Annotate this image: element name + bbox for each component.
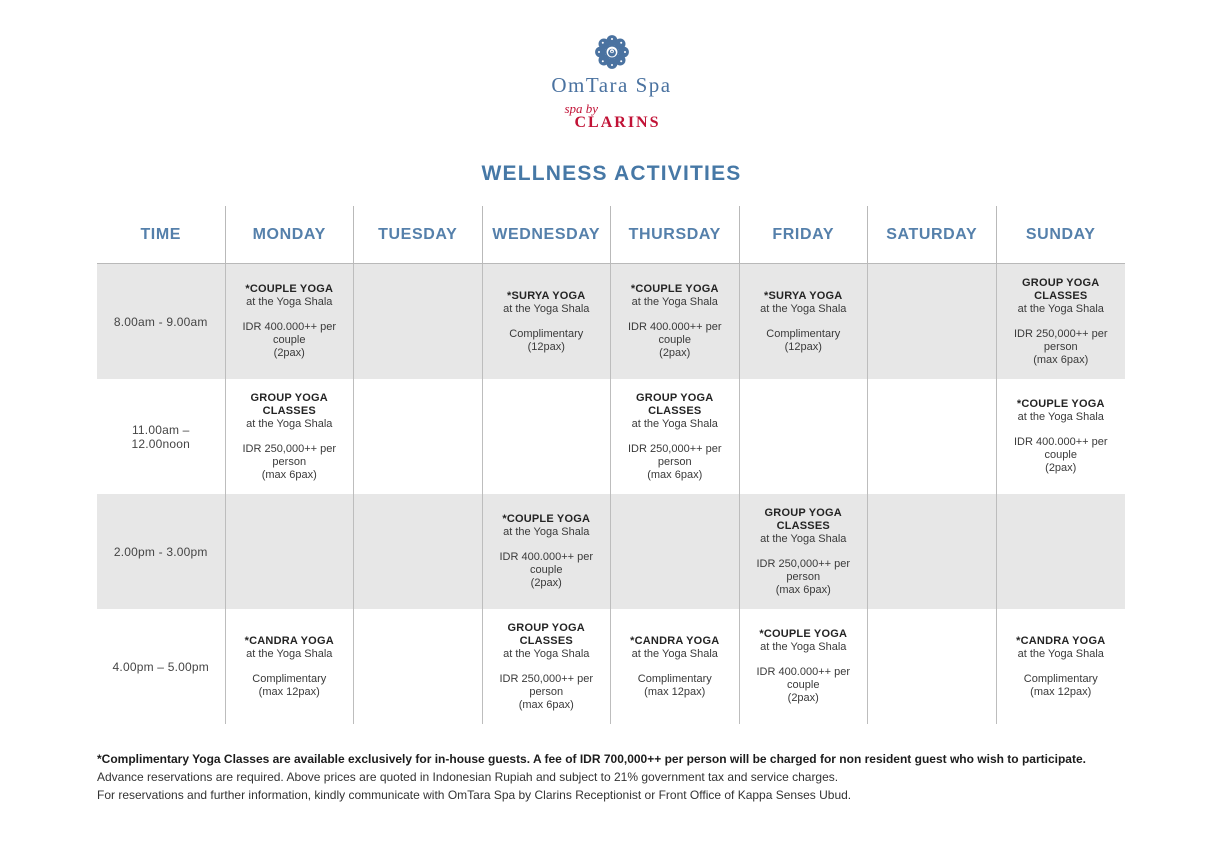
activity-detail-line: IDR 250,000++ per person (627, 442, 722, 468)
schedule-row (97, 609, 1125, 724)
activity-cell (226, 379, 355, 494)
activity-detail-line: (2pax) (273, 347, 305, 359)
schedule-body (97, 264, 1125, 724)
activity-cell (740, 494, 869, 609)
activity-location: at the Yoga Shala (760, 532, 847, 545)
clarins-label: CLARINS (574, 114, 661, 131)
schedule-row (97, 494, 1125, 609)
activity-cell (997, 264, 1126, 379)
activity-detail-line: IDR 250,000++ per person (1013, 327, 1108, 353)
activity-detail-line: Complimentary (252, 672, 327, 685)
activity-location: at the Yoga Shala (1017, 411, 1104, 423)
activity-details (1006, 328, 1117, 367)
time-cell: 2.00pm - 3.00pm (97, 494, 226, 609)
activity-detail-line: (max 12pax) (1030, 685, 1092, 698)
activity-title: *COUPLE YOGA (502, 513, 591, 525)
activity-details (749, 558, 859, 597)
footnote-reservations: Advance reservations are required. Above prices are quoted in Indonesian Rupiah and subject to 21% government tax and service charges. (97, 770, 839, 784)
activity-location: at the Yoga Shala (503, 526, 590, 538)
activity-detail-line: (2pax) (1045, 462, 1077, 474)
activity-title: *COUPLE YOGA (759, 628, 848, 640)
empty-cell (354, 494, 483, 609)
empty-cell (354, 264, 483, 379)
activity-detail-line: (2pax) (530, 577, 562, 589)
header-saturday: SATURDAY (868, 206, 997, 263)
activity-detail-line: IDR 400.000++ per couple (242, 321, 337, 346)
schedule-table (97, 206, 1125, 724)
brand-name: OmTara Spa (551, 73, 672, 97)
activity-detail-line: IDR 400.000++ per couple (627, 321, 722, 346)
activity-location: at the Yoga Shala (246, 417, 333, 430)
activity-location: at the Yoga Shala (503, 647, 590, 660)
activity-location: at the Yoga Shala (760, 641, 847, 653)
activity-cell (997, 609, 1126, 724)
activity-details (638, 673, 712, 699)
activity-location: at the Yoga Shala (631, 417, 718, 430)
activity-cell (611, 264, 740, 379)
empty-cell (354, 379, 483, 494)
footnote-contact: For reservations and further information, kindly communicate with OmTara Spa by Clarins Receptionist or Front Office of Kappa Senses Ubud. (97, 788, 852, 802)
activity-detail-line: IDR 400.000++ per couple (499, 551, 594, 576)
activity-details (492, 673, 602, 712)
activity-details (749, 666, 859, 705)
page-title: WELLNESS ACTIVITIES (481, 162, 742, 185)
activity-detail-line: (12pax) (784, 340, 822, 353)
header-time: TIME (97, 206, 226, 263)
activity-detail-line: IDR 400.000++ per couple (1013, 436, 1108, 461)
empty-cell (354, 609, 483, 724)
time-cell: 8.00am - 9.00am (97, 264, 226, 379)
schedule-row (97, 264, 1125, 379)
activity-cell (226, 609, 355, 724)
activity-title: *COUPLE YOGA (245, 283, 334, 295)
activity-detail-line: Complimentary (1023, 672, 1098, 685)
activity-details (252, 673, 326, 699)
activity-title: *COUPLE YOGA (630, 283, 719, 295)
activity-cell (483, 494, 612, 609)
activity-detail-line: (max 6pax) (775, 583, 831, 596)
header-monday: MONDAY (226, 206, 355, 263)
footnotes (97, 750, 1137, 804)
activity-cell (226, 264, 355, 379)
activity-details (620, 321, 730, 360)
activity-cell (740, 264, 869, 379)
spa-logo (0, 34, 1223, 132)
activity-detail-line: IDR 250,000++ per person (756, 557, 851, 583)
activity-detail-line: (max 6pax) (647, 468, 703, 481)
activity-detail-line: Complimentary (637, 672, 712, 685)
activity-location: at the Yoga Shala (1017, 647, 1104, 660)
activity-detail-line: (max 12pax) (258, 685, 320, 698)
activity-details (1024, 673, 1098, 699)
activity-cell (611, 379, 740, 494)
activity-title: *CANDRA YOGA (244, 634, 334, 647)
activity-title: GROUP YOGA CLASSES (1022, 276, 1100, 302)
activity-details (766, 328, 840, 354)
spa-by-label: spa by (564, 101, 599, 116)
empty-cell (611, 494, 740, 609)
clarins-logo (562, 103, 660, 131)
activity-detail-line: (12pax) (527, 340, 565, 353)
activity-location: at the Yoga Shala (631, 296, 718, 308)
activity-detail-line: (max 12pax) (644, 685, 706, 698)
header-friday: FRIDAY (740, 206, 869, 263)
activity-title: GROUP YOGA CLASSES (507, 621, 585, 647)
activity-location: at the Yoga Shala (631, 647, 718, 660)
activity-detail-line: (2pax) (787, 692, 819, 704)
activity-detail-line: Complimentary (766, 327, 841, 340)
activity-cell (611, 609, 740, 724)
activity-title: *SURYA YOGA (507, 289, 586, 302)
activity-details (509, 328, 583, 354)
header-tuesday: TUESDAY (354, 206, 483, 263)
schedule-row (97, 379, 1125, 494)
activity-location: at the Yoga Shala (246, 647, 333, 660)
activity-title: *SURYA YOGA (764, 289, 843, 302)
activity-detail-line: (2pax) (659, 347, 691, 359)
time-cell: 11.00am – 12.00noon (97, 379, 226, 494)
activity-details (1006, 436, 1117, 475)
activity-location: at the Yoga Shala (760, 302, 847, 315)
lotus-mandala-icon (594, 34, 630, 70)
activity-detail-line: IDR 250,000++ per person (499, 672, 594, 698)
empty-cell (868, 494, 997, 609)
activity-detail-line: IDR 250,000++ per person (242, 442, 337, 468)
activity-detail-line: IDR 400.000++ per couple (756, 666, 851, 691)
footnote-complimentary: *Complimentary Yoga Classes are available exclusively for in-house guests. A fee of IDR 700,000++ per person will be charged for non resident guest who wish to participate. (97, 752, 1086, 766)
empty-cell (868, 379, 997, 494)
header-sunday: SUNDAY (1025, 225, 1096, 243)
schedule-header-row (97, 206, 1125, 264)
activity-detail-line: (max 6pax) (518, 698, 574, 711)
activity-details (235, 443, 345, 482)
activity-location: at the Yoga Shala (246, 296, 333, 308)
activity-cell (483, 264, 612, 379)
header-wednesday: WEDNESDAY (483, 206, 612, 263)
activity-cell (997, 379, 1126, 494)
activity-details (492, 551, 602, 590)
activity-title: *CANDRA YOGA (1016, 634, 1106, 647)
activity-title: *COUPLE YOGA (1016, 398, 1105, 410)
activity-details (235, 321, 345, 360)
activity-title: GROUP YOGA CLASSES (250, 391, 328, 417)
activity-detail-line: Complimentary (509, 327, 584, 340)
empty-cell (483, 379, 612, 494)
empty-cell (226, 494, 355, 609)
empty-cell (868, 609, 997, 724)
activity-title: GROUP YOGA CLASSES (764, 506, 842, 532)
header-thursday: THURSDAY (611, 206, 740, 263)
activity-detail-line: (max 6pax) (261, 468, 317, 481)
activity-title: *CANDRA YOGA (630, 634, 720, 647)
empty-cell (997, 494, 1126, 609)
time-cell: 4.00pm – 5.00pm (97, 609, 226, 724)
empty-cell (740, 379, 869, 494)
activity-cell (483, 609, 612, 724)
activity-details (620, 443, 730, 482)
activity-location: at the Yoga Shala (1017, 302, 1104, 315)
activity-title: GROUP YOGA CLASSES (636, 391, 714, 417)
activity-location: at the Yoga Shala (503, 302, 590, 315)
empty-cell (868, 264, 997, 379)
activity-cell (740, 609, 869, 724)
activity-detail-line: (max 6pax) (1033, 353, 1089, 366)
